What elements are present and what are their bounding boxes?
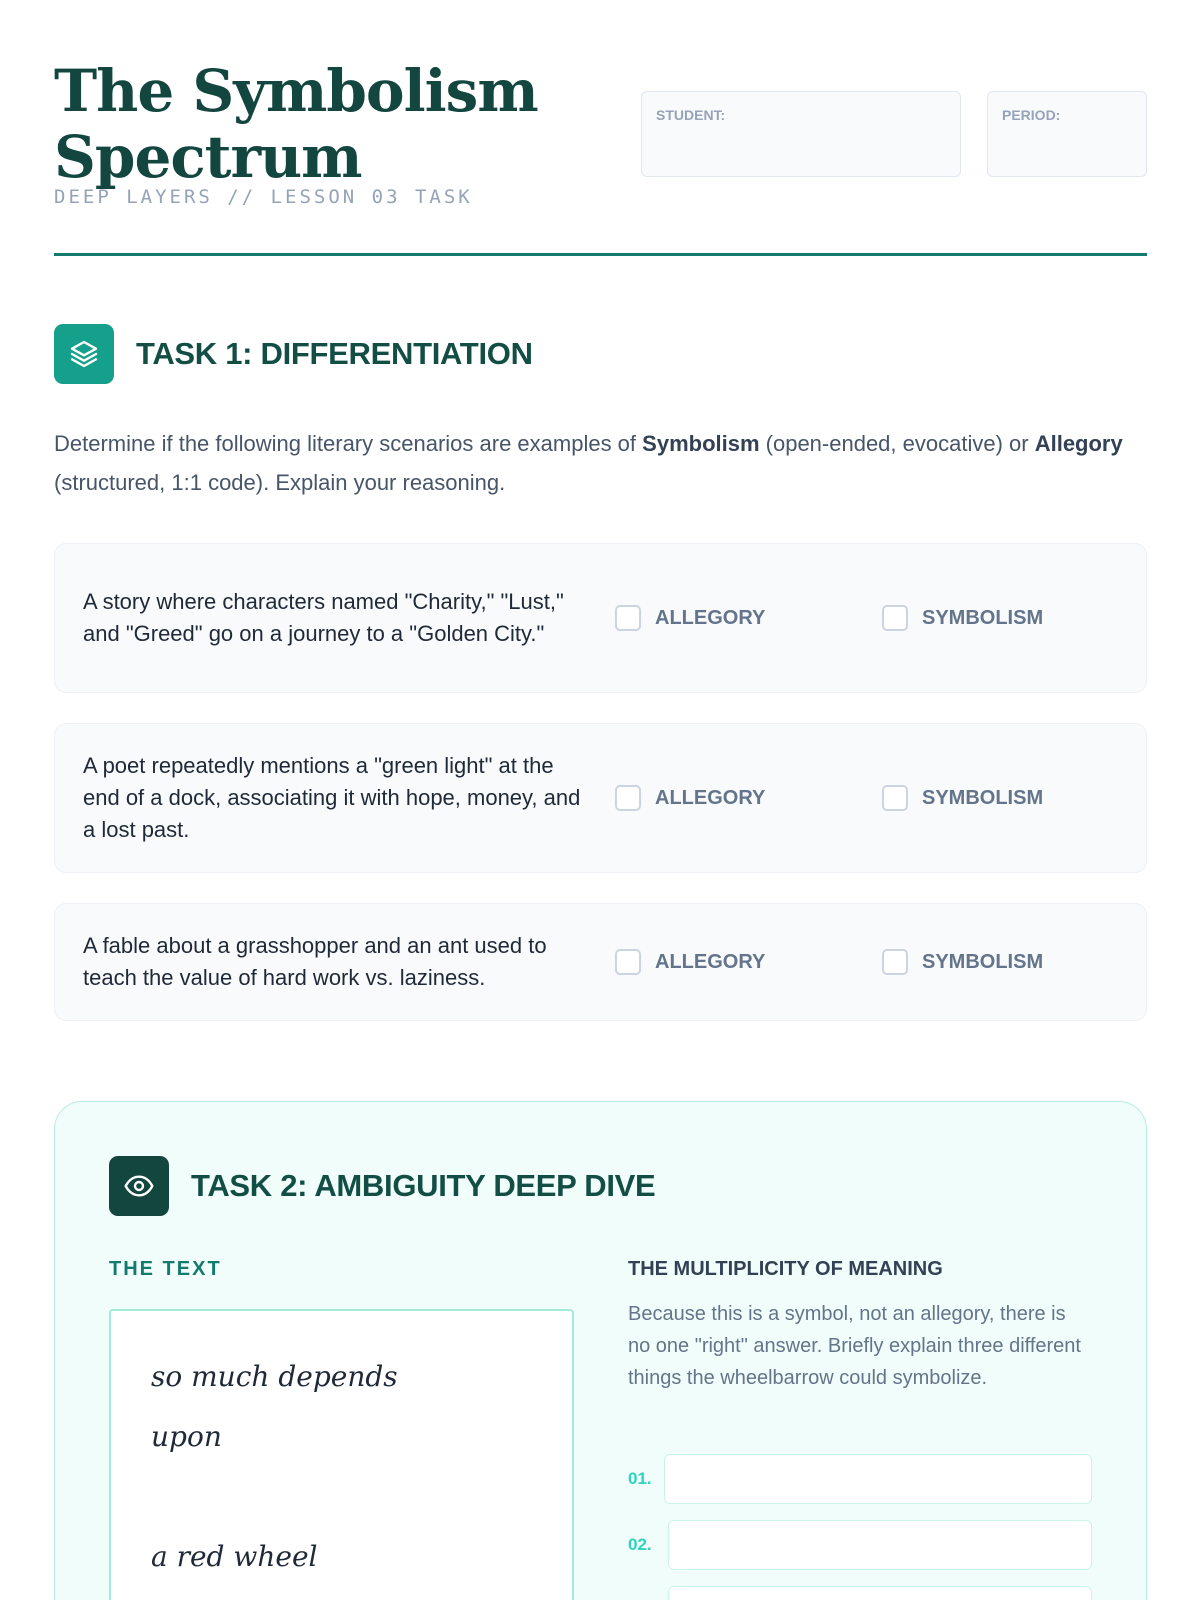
worksheet-header <box>54 58 1147 258</box>
scenario-text: A fable about a grasshopper and an ant used to teach the value of hard work vs. laziness. <box>83 933 547 990</box>
text-heading: THE TEXT <box>109 1258 222 1280</box>
allegory-checkbox-option[interactable] <box>615 949 765 975</box>
allegory-label: ALLEGORY <box>655 786 766 809</box>
poem-box <box>109 1309 574 1600</box>
task1-heading <box>54 324 533 384</box>
instructions-term-symbolism: Symbolism <box>642 431 760 456</box>
symbolism-checkbox-option[interactable] <box>882 605 1043 631</box>
answer-input-1[interactable] <box>664 1454 1092 1504</box>
allegory-label: ALLEGORY <box>655 950 766 973</box>
multiplicity-heading: THE MULTIPLICITY OF MEANING <box>628 1258 943 1280</box>
checkbox[interactable] <box>615 785 641 811</box>
task1-title: TASK 1: DIFFERENTIATION <box>136 336 533 371</box>
answer-row-1 <box>628 1454 1092 1504</box>
answer-number: 02. <box>628 1535 652 1554</box>
poem-line: so much depends <box>151 1360 398 1393</box>
eye-icon <box>109 1156 169 1216</box>
poem-line: a red wheel <box>151 1540 318 1573</box>
layers-icon <box>54 324 114 384</box>
answer-input-2[interactable] <box>668 1520 1092 1570</box>
poem-line: upon <box>151 1420 222 1453</box>
period-field[interactable] <box>987 91 1147 177</box>
page-subtitle: DEEP LAYERS // LESSON 03 TASK <box>54 186 473 208</box>
scenario-card-1 <box>54 543 1147 693</box>
header-divider <box>54 253 1147 256</box>
checkbox[interactable] <box>882 949 908 975</box>
task1-instructions <box>54 424 1147 502</box>
instructions-text-2: (open-ended, evocative) or <box>759 431 1035 456</box>
multiplicity-description: Because this is a symbol, not an allegory, there is no one "right" answer. Briefly explain three different things the wheelbarrow could symbolize. <box>628 1303 1081 1389</box>
task2-heading <box>109 1156 655 1216</box>
scenario-card-2 <box>54 723 1147 873</box>
checkbox[interactable] <box>615 605 641 631</box>
instructions-text-1: Determine if the following literary scenarios are examples of <box>54 431 643 456</box>
symbolism-checkbox-option[interactable] <box>882 949 1043 975</box>
student-field[interactable] <box>641 91 961 177</box>
student-field-label: STUDENT: <box>656 107 726 123</box>
symbolism-checkbox-option[interactable] <box>882 785 1043 811</box>
symbolism-label: SYMBOLISM <box>922 786 1044 809</box>
checkbox[interactable] <box>882 605 908 631</box>
answer-row-2 <box>628 1520 1092 1570</box>
instructions-text-3: (structured, 1:1 code). Explain your reasoning. <box>54 470 506 495</box>
page-title: The Symbolism Spectrum <box>54 57 538 191</box>
checkbox[interactable] <box>615 949 641 975</box>
answer-input-3[interactable] <box>668 1586 1092 1600</box>
task2-title: TASK 2: AMBIGUITY DEEP DIVE <box>191 1168 656 1203</box>
answer-number: 01. <box>628 1469 652 1488</box>
scenario-text: A story where characters named "Charity," "Lust," and "Greed" go on a journey to a "Golden City." <box>83 589 564 646</box>
allegory-label: ALLEGORY <box>655 606 766 629</box>
instructions-term-allegory: Allegory <box>1034 431 1123 456</box>
symbolism-label: SYMBOLISM <box>922 950 1044 973</box>
scenario-card-3 <box>54 903 1147 1021</box>
period-field-label: PERIOD: <box>1002 107 1061 123</box>
allegory-checkbox-option[interactable] <box>615 605 765 631</box>
symbolism-label: SYMBOLISM <box>922 606 1044 629</box>
answer-row-3 <box>628 1586 1092 1600</box>
checkbox[interactable] <box>882 785 908 811</box>
allegory-checkbox-option[interactable] <box>615 785 765 811</box>
scenario-text: A poet repeatedly mentions a "green light" at the end of a dock, associating it with hope, money, and a lost past. <box>83 753 581 842</box>
